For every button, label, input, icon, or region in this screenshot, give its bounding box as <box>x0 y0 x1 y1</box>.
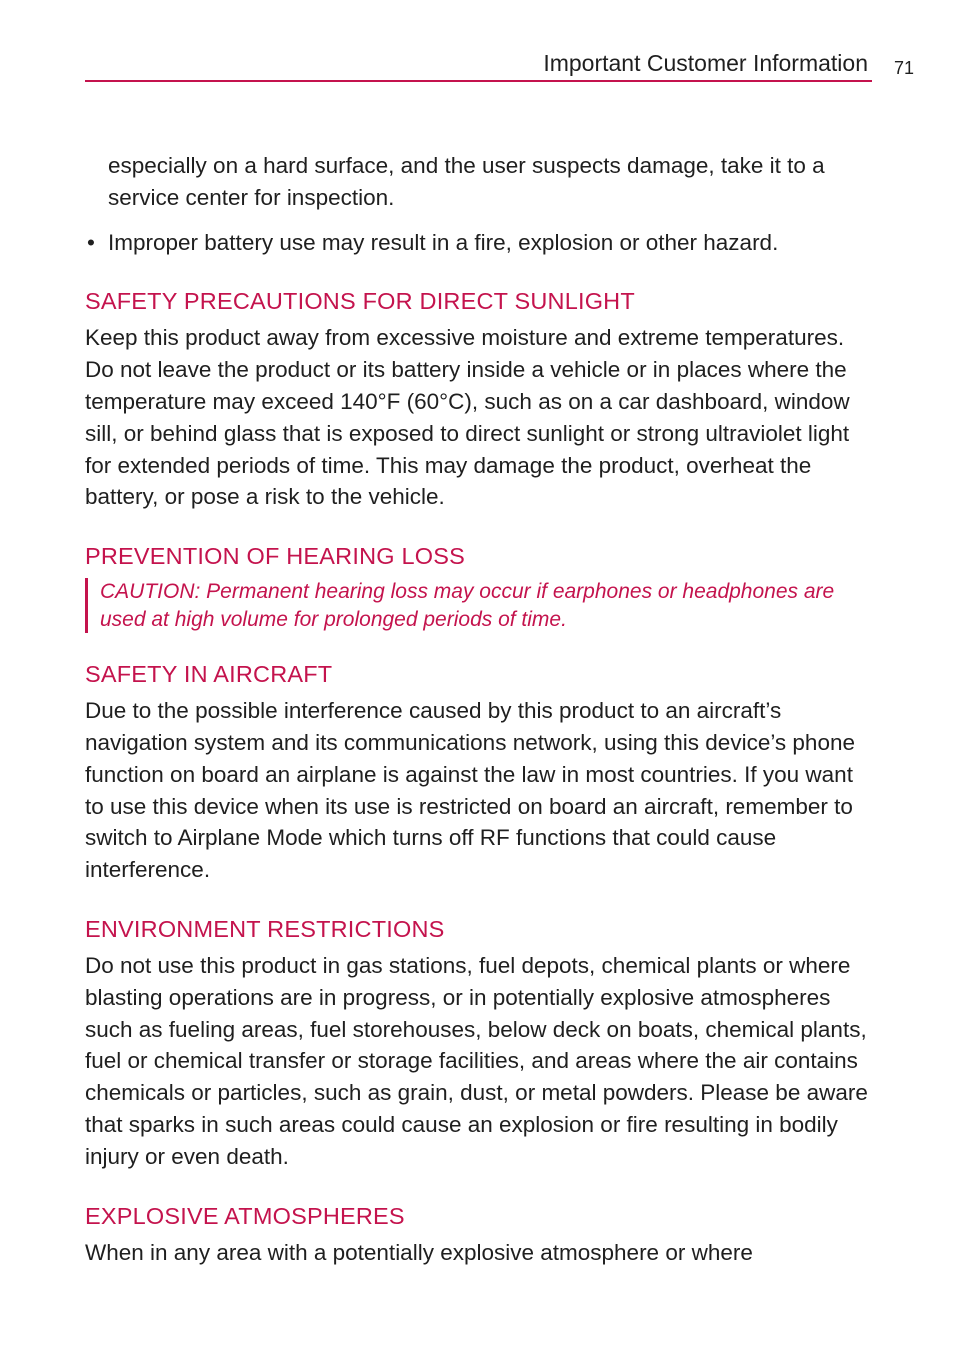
body-direct-sunlight: Keep this product away from excessive moisture and extreme temperatures. Do not leave the product or its battery inside a vehicle or in places where the temperature may exceed 140°F (60°C), such as on a car dashboard, window sill, or behind glass that is exposed to direct sunlight or strong ultraviolet light for extended periods of time. This may damage the product, overheat the battery, or pose a risk to the vehicle. <box>85 325 850 510</box>
body-aircraft: Due to the possible interference caused by this product to an aircraft’s navigation system and its communications network, using this device’s phone function on board an airplane is against the law in most countries. If you want to use this device when its use is restricted on board an aircraft, remember to switch to Airplane Mode which turns off RF functions that could cause interference. <box>85 698 855 883</box>
bullet-item <box>85 227 870 259</box>
page-header <box>85 46 872 82</box>
heading-explosive-atmospheres: EXPLOSIVE ATMOSPHERES <box>85 1202 405 1229</box>
page-number: 71 <box>894 58 915 78</box>
bullet-icon: • <box>87 229 95 255</box>
bullet-text: Improper battery use may result in a fire, explosion or other hazard. <box>108 229 779 255</box>
heading-environment-restrictions: ENVIRONMENT RESTRICTIONS <box>85 915 445 942</box>
heading-hearing-loss: PREVENTION OF HEARING LOSS <box>85 543 465 570</box>
body-explosive-atmospheres: When in any area with a potentially explosive atmosphere or where <box>85 1239 753 1265</box>
header-title: Important Customer Information <box>543 50 868 76</box>
heading-aircraft: SAFETY IN AIRCRAFT <box>85 661 333 688</box>
continued-paragraph: especially on a hard surface, and the user suspects damage, take it to a service center for inspection. <box>108 153 825 210</box>
body-environment-restrictions: Do not use this product in gas stations, fuel depots, chemical plants or where blasting operations are in progress, or in potentially explosive atmospheres such as fueling areas, fuel storehouses, below deck on boats, chemical plants, fuel or chemical transfer or storage facilities, and areas where the air contains chemicals or particles, such as grain, dust, or metal powders. Please be aware that sparks in such areas could cause an explosion or fire resulting in bodily injury or even death. <box>85 952 868 1169</box>
page-content <box>85 150 870 1268</box>
caution-note: CAUTION: Permanent hearing loss may occur if earphones or headphones are used at high volume for prolonged periods of time. <box>85 578 870 633</box>
heading-direct-sunlight: SAFETY PRECAUTIONS FOR DIRECT SUNLIGHT <box>85 288 635 315</box>
